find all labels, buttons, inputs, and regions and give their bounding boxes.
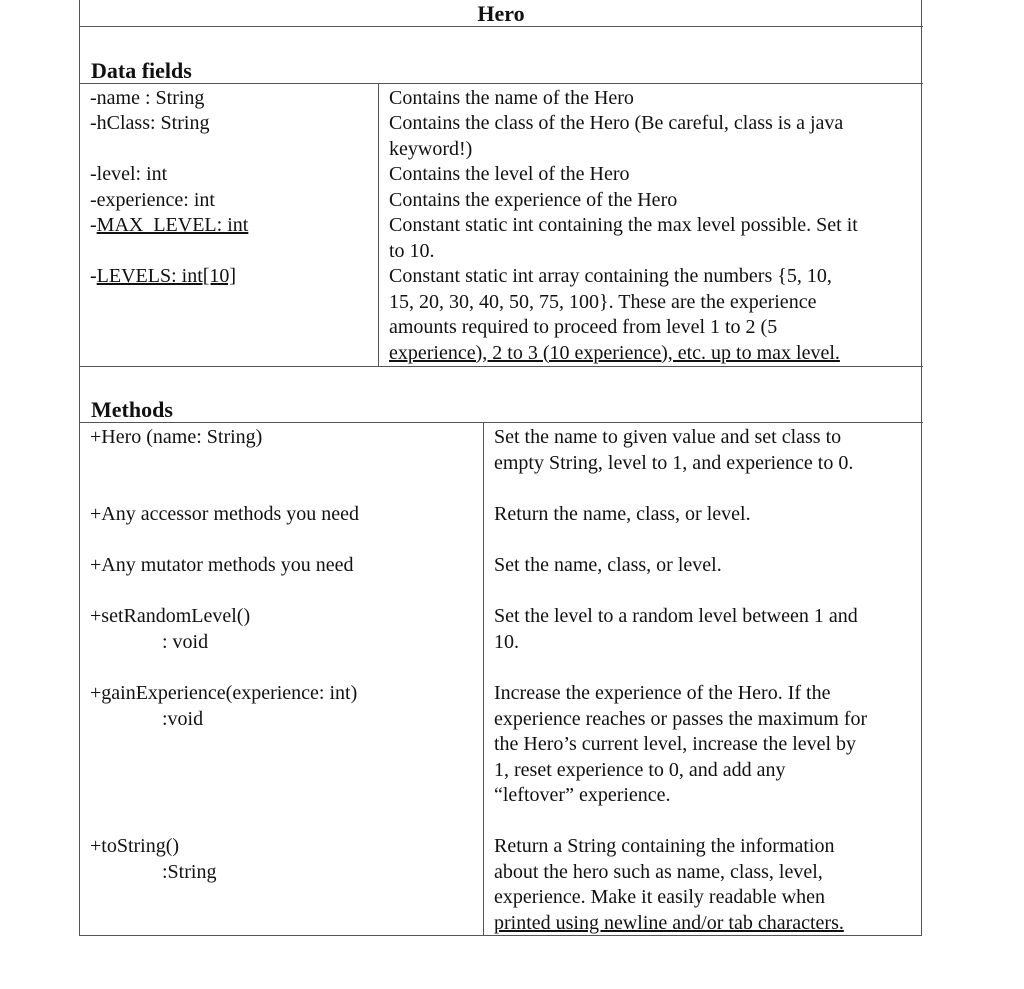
methods-heading: Methods xyxy=(91,397,173,422)
method-constructor: +Hero (name: String) xyxy=(90,426,263,448)
field-levels-description: Constant static int array containing the numbers {5, 10, 15, 20, 30, 40, 50, 75, 100}. These are the experience amounts required to proceed from level 1 to 2 (5 experience), 2 to 3 (10 experience), etc. up to max level. xyxy=(389,265,840,364)
method-accessors-description: Return the name, class, or level. xyxy=(494,503,751,525)
field-level-description: Contains the level of the Hero xyxy=(389,163,630,185)
field-experience: -experience: int xyxy=(90,189,215,211)
methods-column-divider xyxy=(483,422,484,936)
field-levels: -LEVELS: int[10] xyxy=(90,265,237,287)
method-gain-experience-description: Increase the experience of the Hero. If the experience reaches or passes the maximum for the Hero’s current level, increase the level by 1, reset experience to 0, and add any “leftover” experience. xyxy=(494,682,868,806)
field-hclass-description: Contains the class of the Hero (Be careful, class is a java keyword!) xyxy=(389,112,844,160)
method-to-string-description: Return a String containing the information about the hero such as name, class, level, experience. Make it easily readable when printed using newline and/or tab characters. xyxy=(494,835,844,934)
method-to-string: +toString() :String xyxy=(90,835,217,883)
data-fields-bottom-divider xyxy=(79,366,923,367)
method-mutators: +Any mutator methods you need xyxy=(90,554,354,576)
methods-header-divider xyxy=(79,422,923,423)
field-max-level: -MAX_LEVEL: int xyxy=(90,214,249,236)
field-name: -name : String xyxy=(90,87,205,109)
method-accessors: +Any accessor methods you need xyxy=(90,503,359,525)
field-name-description: Contains the name of the Hero xyxy=(389,87,634,109)
data-fields-heading: Data fields xyxy=(91,58,192,83)
field-hclass: -hClass: String xyxy=(90,112,210,134)
method-mutators-description: Set the name, class, or level. xyxy=(494,554,722,576)
class-title: Hero xyxy=(477,1,525,26)
data-fields-column-divider xyxy=(378,83,379,366)
method-gain-experience: +gainExperience(experience: int) :void xyxy=(90,682,358,730)
field-max-level-description: Constant static int containing the max level possible. Set it to 10. xyxy=(389,214,858,262)
field-experience-description: Contains the experience of the Hero xyxy=(389,189,678,211)
data-fields-header-divider xyxy=(79,83,923,84)
method-set-random-level: +setRandomLevel() : void xyxy=(90,605,251,653)
field-level: -level: int xyxy=(90,163,168,185)
method-set-random-level-description: Set the level to a random level between 1 and 10. xyxy=(494,605,858,653)
method-constructor-description: Set the name to given value and set class to empty String, level to 1, and experience to 0. xyxy=(494,426,854,474)
